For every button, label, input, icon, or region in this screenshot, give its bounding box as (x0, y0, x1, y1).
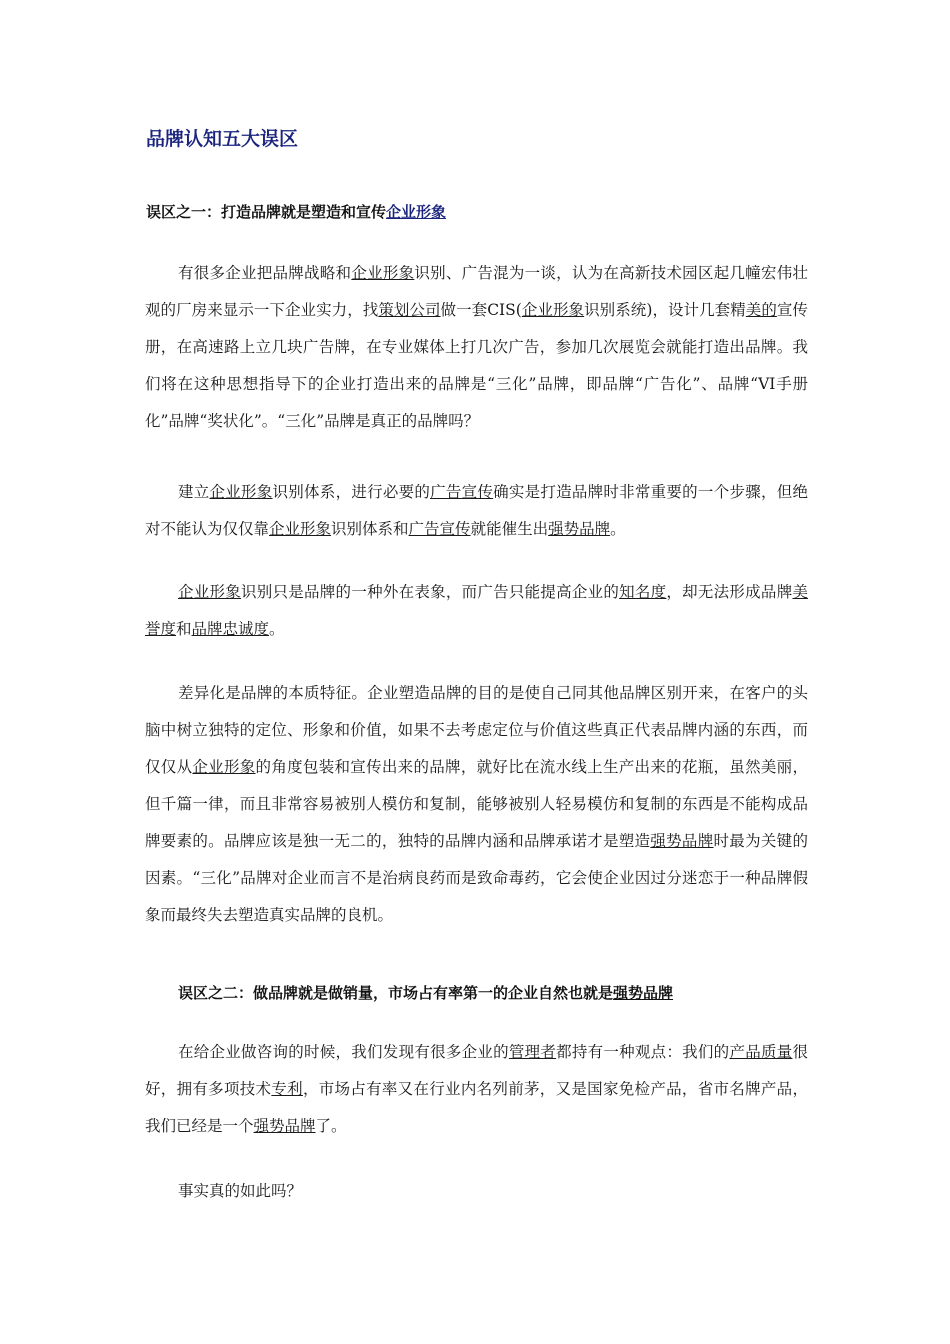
inline-link[interactable]: 广告宣传 (408, 520, 471, 538)
paragraph-4 (145, 675, 808, 934)
section-heading-2 (178, 982, 673, 1003)
text-span: 识别系统)，设计几套精 (584, 301, 746, 319)
inline-link[interactable]: 企业形象 (351, 264, 415, 282)
inline-link[interactable]: 专利 (271, 1080, 303, 1098)
text-span: 做一套CIS( (440, 301, 522, 319)
text-span: 。 (269, 620, 285, 638)
text-span: 宣传册，在高速路上立几块广告牌，在专业媒体上打几次广告，参加几次展览会就能打造出品牌。我们将在这种思想指导下的企业打造出来的品牌是“三化”品牌，即品牌“广告化”、品牌“VI手册化”品牌“奖状化”。“三化”品牌是真正的品牌吗？ (145, 301, 808, 430)
text-span: 确实是打造品牌时非常重要的一个步骤，但绝对不能认为仅仅靠 (145, 483, 808, 538)
paragraph-5 (145, 1034, 808, 1145)
text-span: ，市场占有率又在行业内名列前茅，又是国家免检产品，省市名牌产品，我们已经是一个 (145, 1080, 808, 1135)
paragraph-2 (145, 474, 808, 548)
text-span: 有很多企业把品牌战略和 (178, 264, 352, 282)
text-span: 就能催生出 (470, 520, 549, 538)
paragraph-6 (145, 1173, 808, 1210)
inline-link[interactable]: 企业形象 (269, 520, 332, 538)
text-span: ，却无法形成品牌 (666, 583, 793, 601)
text-span: 识别、广告混为一谈，认为在高新技术园区起几幢宏伟壮观的厂房来显示一下企业实力，找 (145, 264, 808, 319)
section-heading-1 (146, 201, 446, 222)
heading-text: 误区之一：打造品牌就是塑造和宣传 (146, 203, 387, 221)
heading-text: 误区之二：做品牌就是做销量，市场占有率第一的企业自然也就是 (178, 984, 614, 1002)
paragraph-3 (145, 574, 808, 648)
text-span: 的角度包装和宣传出来的品牌，就好比在流水线上生产出来的花瓶，虽然美丽，但千篇一律，而且非常容易被别人模仿和复制，能够被别人轻易模仿和复制的东西是不能构成品牌要素的。品牌应该是独一无二的，独特的品牌内涵和品牌承诺才是塑造 (145, 758, 808, 850)
inline-link[interactable]: 企业形象 (521, 301, 585, 319)
text-span: 识别体系，进行必要的 (272, 483, 431, 501)
inline-link[interactable]: 知名度 (619, 583, 667, 601)
text-span: 和 (176, 620, 192, 638)
text-span: 在给企业做咨询的时候，我们发现有很多企业的 (178, 1043, 509, 1061)
inline-link[interactable]: 强势品牌 (253, 1117, 316, 1135)
inline-link[interactable]: 产品质量 (729, 1043, 793, 1061)
text-span: 事实真的如此吗？ (178, 1182, 303, 1200)
document-title: 品牌认知五大误区 (146, 128, 299, 150)
inline-link[interactable]: 企业形象 (209, 483, 273, 501)
text-span: 。 (610, 520, 626, 538)
text-span: 识别体系和 (331, 520, 409, 538)
text-span: 差异化是品牌的本质特征。企业塑造品牌的目的是使自己同其他品牌区别开来，在客户的头脑中树立独特的定位、形象和价值，如果不去考虑定位与价值这些真正代表品牌内涵的东西，而仅仅从 (145, 684, 808, 776)
inline-link[interactable]: 管理者 (508, 1043, 557, 1061)
heading-link[interactable]: 强势品牌 (613, 984, 674, 1002)
heading-link[interactable]: 企业形象 (386, 203, 447, 221)
inline-link[interactable]: 广告宣传 (430, 483, 494, 501)
text-span: 建立 (178, 483, 210, 501)
text-span: 都持有一种观点：我们的 (556, 1043, 730, 1061)
inline-link[interactable]: 策划公司 (378, 301, 441, 319)
inline-link[interactable]: 美誉度 (145, 583, 808, 638)
inline-link[interactable]: 企业形象 (192, 758, 256, 776)
text-span: 时最为关键的因素。“三化”品牌对企业而言不是治病良药而是致命毒药，它会使企业因过分迷恋于一种品牌假象而最终失去塑造真实品牌的良机。 (145, 832, 808, 924)
inline-link[interactable]: 强势品牌 (650, 832, 714, 850)
paragraph-1 (145, 255, 808, 440)
text-span: 很好，拥有多项技术 (145, 1043, 808, 1098)
inline-link[interactable]: 强势品牌 (548, 520, 611, 538)
text-span: 识别只是品牌的一种外在表象，而广告只能提高企业的 (241, 583, 620, 601)
text-span: 了。 (315, 1117, 347, 1135)
inline-link[interactable]: 企业形象 (178, 583, 242, 601)
inline-link[interactable]: 美的 (745, 301, 777, 319)
inline-link[interactable]: 品牌忠诚度 (191, 620, 270, 638)
